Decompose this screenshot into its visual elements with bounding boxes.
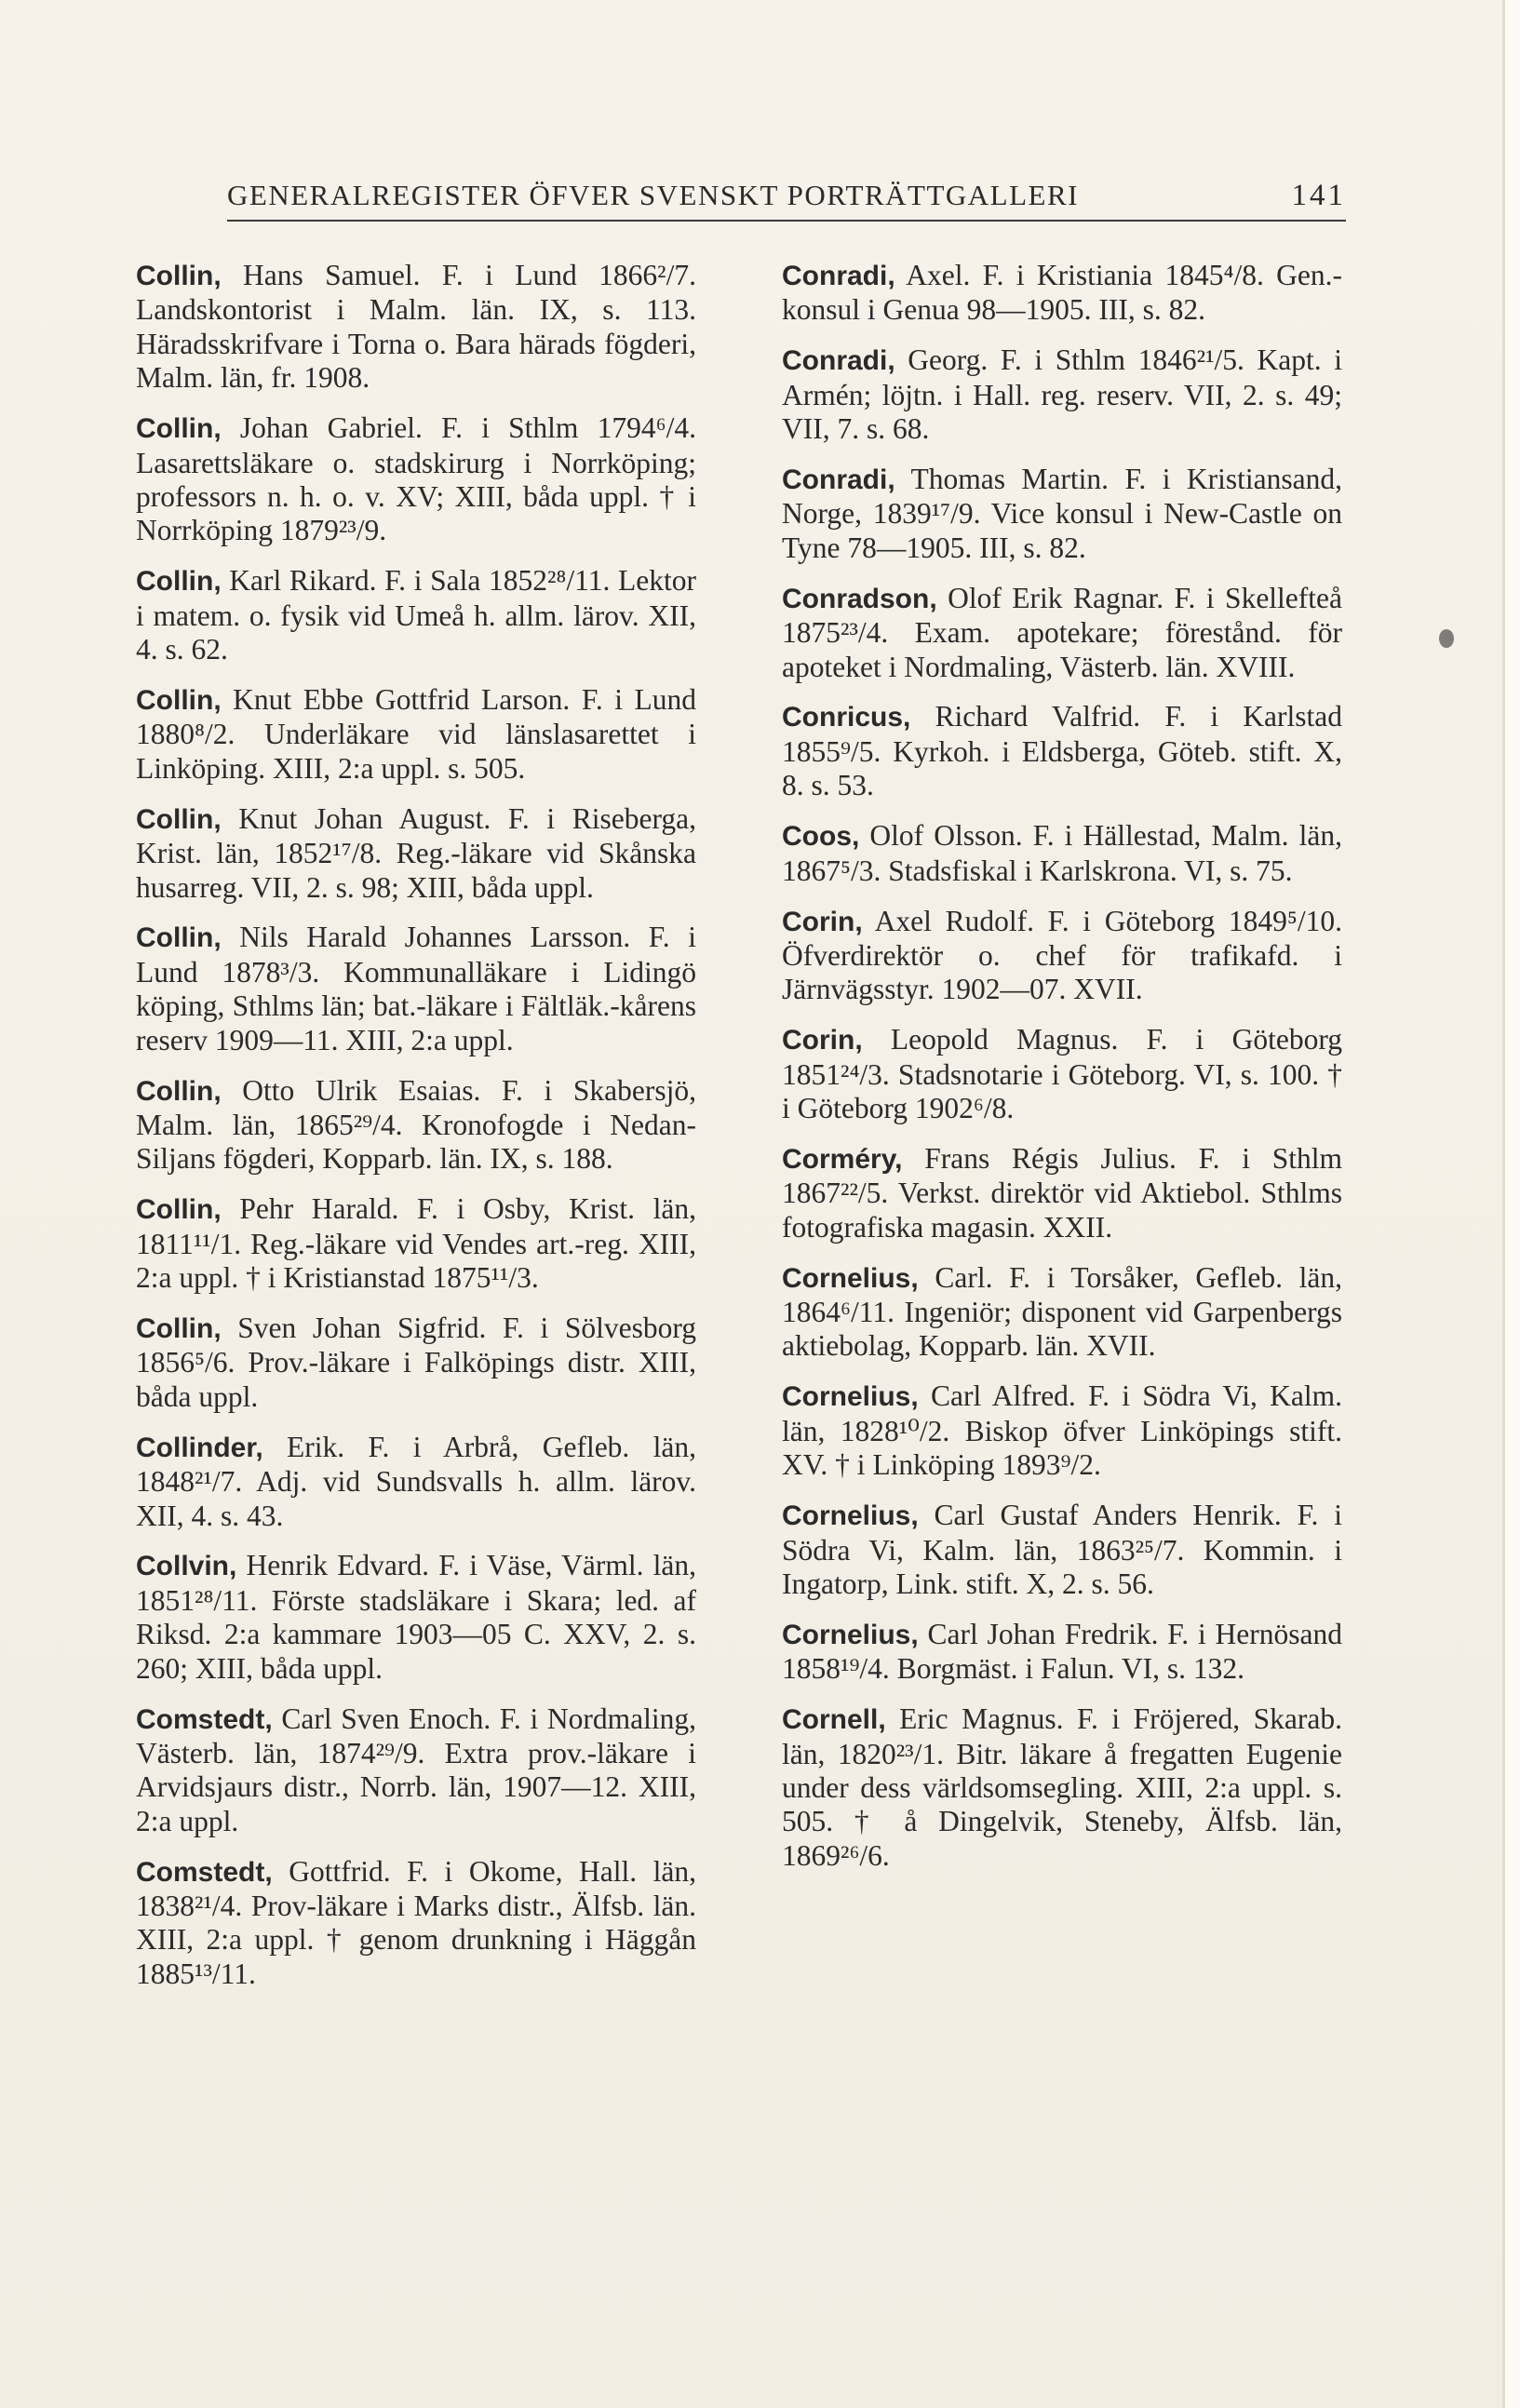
entry-surname: Conradi, bbox=[782, 261, 895, 291]
entry-surname: Conricus, bbox=[782, 702, 911, 733]
right-column bbox=[782, 259, 1342, 1890]
entry-text: Sven Johan Sigfrid. F. i Sölvesborg 1856⁵/6. Prov.-läkare i Falköpings distr. XIII, båda uppl. bbox=[136, 1311, 696, 1413]
header-title: GENERALREGISTER ÖFVER SVENSKT PORTRÄTTGALLERI bbox=[227, 179, 1079, 211]
entry-text: Karl Rikard. F. i Sala 1852²⁸/11. Lektor i matem. o. fysik vid Umeå h. allm. lärov. XII, 4. s. 62. bbox=[136, 564, 696, 666]
register-entry bbox=[782, 1023, 1342, 1125]
entry-surname: Collin, bbox=[136, 1194, 222, 1226]
entry-surname: Cornelius, bbox=[782, 1619, 919, 1650]
register-entry bbox=[782, 582, 1342, 684]
header-rule bbox=[227, 220, 1346, 222]
entry-text: Axel Rudolf. F. i Göteborg 1849⁵/10. Öfverdirektör o. chef för trafikafd. i Järnvägsstyr. 1902—07. XVII. bbox=[782, 904, 1342, 1006]
register-entry bbox=[136, 1549, 696, 1686]
entry-text: Johan Gabriel. F. i Sthlm 1794⁶/4. Lasarettsläkare o. stadskirurg i Norrköping; professors n. h. o. v. XV; XIII, båda uppl. † i Norrköping 1879²³/9. bbox=[136, 411, 696, 547]
entry-text: Olof Olsson. F. i Hällestad, Malm. län, 1867⁵/3. Stadsfiskal i Karlskrona. VI, s. 75. bbox=[782, 819, 1342, 887]
entry-surname: Collin, bbox=[136, 684, 222, 716]
register-entry bbox=[136, 1312, 696, 1414]
register-entry bbox=[136, 1431, 696, 1533]
entry-surname: Collin, bbox=[136, 566, 222, 598]
register-entry bbox=[136, 1855, 696, 1992]
entry-surname: Collinder, bbox=[136, 1432, 263, 1463]
register-entry bbox=[136, 411, 696, 548]
entry-surname: Collvin, bbox=[136, 1551, 237, 1582]
entry-text: Otto Ulrik Esaias. F. i Skabersjö, Malm. län, 1865²⁹/4. Kronofogde i Nedan-Siljans fögderi, Kopparb. län. IX, s. 188. bbox=[136, 1073, 696, 1176]
register-entry bbox=[782, 463, 1342, 565]
entry-surname: Cornell, bbox=[782, 1704, 886, 1736]
register-entry bbox=[782, 1618, 1342, 1687]
entry-text: Georg. F. i Sthlm 1846²¹/5. Kapt. i Armén; löjtn. i Hall. reg. reserv. VII, 2. s. 49; VII, 7. s. 68. bbox=[782, 343, 1342, 446]
register-entry bbox=[782, 1261, 1342, 1364]
register-entry bbox=[136, 802, 696, 905]
entry-text: Thomas Martin. F. i Kristiansand, Norge, 1839¹⁷/9. Vice konsul i New-Castle on Tyne 78—1905. III, s. 82. bbox=[782, 463, 1342, 564]
entry-text: Leopold Magnus. F. i Göteborg 1851²⁴/3. Stadsnotarie i Göteborg. VI, s. 100. † i Göteborg 1902⁶/8. bbox=[782, 1023, 1342, 1125]
register-entry bbox=[782, 1142, 1342, 1244]
entry-surname: Conradi, bbox=[782, 464, 895, 496]
entry-surname: Coos, bbox=[782, 821, 860, 853]
entry-surname: Collin, bbox=[136, 922, 222, 954]
entry-surname: Collin, bbox=[136, 1312, 222, 1344]
entry-text: Hans Samuel. F. i Lund 1866²/7. Landskontorist i Malm. län. IX, s. 113. Häradsskrifvare i Torna o. Bara härads fögderi, Malm. län, fr. 1908. bbox=[136, 259, 696, 395]
register-entry bbox=[136, 1192, 696, 1295]
register-entry bbox=[136, 1074, 696, 1177]
entry-text: Gottfrid. F. i Okome, Hall. län, 1838²¹/4. Prov-läkare i Marks distr., Älfsb. län. XIII, 2:a uppl. † genom drunkning i Häggån 1885¹³/11. bbox=[136, 1854, 696, 1990]
entry-text: Carl Alfred. F. i Södra Vi, Kalm. län, 1828¹⁰/2. Biskop öfver Linköpings stift. XV. † i Linköping 1893⁹/2. bbox=[782, 1379, 1342, 1482]
entry-surname: Comstedt, bbox=[136, 1856, 273, 1888]
register-entry bbox=[782, 819, 1342, 888]
register-entry bbox=[136, 921, 696, 1057]
entry-surname: Corin, bbox=[782, 906, 863, 937]
register-entry bbox=[782, 905, 1342, 1007]
register-entry bbox=[782, 343, 1342, 446]
running-header bbox=[227, 179, 1346, 216]
entry-surname: Collin, bbox=[136, 1075, 222, 1107]
entry-surname: Cornelius, bbox=[782, 1262, 919, 1294]
entry-surname: Collin, bbox=[136, 261, 222, 291]
register-entry bbox=[782, 259, 1342, 328]
entry-text: Pehr Harald. F. i Osby, Krist. län, 1811¹¹/1. Reg.-läkare vid Vendes art.-reg. XIII, 2:a uppl. † i Kristianstad 1875¹¹/3. bbox=[136, 1192, 696, 1295]
page-number: 141 bbox=[1291, 179, 1346, 212]
ink-dot-mark bbox=[1439, 629, 1454, 648]
entry-text: Carl Gustaf Anders Henrik. F. i Södra Vi, Kalm. län, 1863²⁵/7. Kommin. i Ingatorp, Link. stift. X, 2. s. 56. bbox=[782, 1499, 1342, 1600]
left-column bbox=[136, 259, 696, 2008]
entry-surname: Cornelius, bbox=[782, 1381, 919, 1413]
entry-text: Knut Ebbe Gottfrid Larson. F. i Lund 1880⁸/2. Underläkare vid länslasarettet i Linköping. XIII, 2:a uppl. s. 505. bbox=[136, 682, 696, 785]
entry-text: Axel. F. i Kristiania 1845⁴/8. Gen.-konsul i Genua 98—1905. III, s. 82. bbox=[782, 259, 1342, 327]
entry-text: Henrik Edvard. F. i Väse, Värml. län, 1851²⁸/11. Förste stadsläkare i Skara; led. af Riksd. 2:a kammare 1903—05 C. XXV, 2. s. 260; XIII, båda uppl. bbox=[136, 1549, 696, 1685]
register-entry bbox=[782, 1702, 1342, 1873]
entry-text: Richard Valfrid. F. i Karlstad 1855⁹/5. Kyrkoh. i Eldsberga, Göteb. stift. X, 8. s. 53. bbox=[782, 700, 1342, 802]
entry-surname: Corin, bbox=[782, 1025, 863, 1056]
entry-surname: Cornelius, bbox=[782, 1500, 919, 1532]
entry-surname: Conradson, bbox=[782, 583, 937, 614]
register-entry bbox=[782, 1379, 1342, 1482]
entry-surname: Conradi, bbox=[782, 345, 895, 377]
entry-text: Eric Magnus. F. i Fröjered, Skarab. län, 1820²³/1. Bitr. läkare å fregatten Eugenie under dess världsomsegling. XIII, 2:a uppl. s. 505. † å Dingelvik, Steneby, Älfsb. län, 1869²⁶/6. bbox=[782, 1702, 1342, 1872]
register-entry bbox=[136, 259, 696, 396]
entry-text: Nils Harald Johannes Larsson. F. i Lund 1878³/3. Kommunalläkare i Lidingö köping, Sthlms län; bat.-läkare i Fältläk.-kårens reserv 1909—11. XIII, 2:a uppl. bbox=[136, 921, 696, 1056]
page-edge bbox=[1502, 0, 1520, 2408]
entry-text: Erik. F. i Arbrå, Gefleb. län, 1848²¹/7. Adj. vid Sundsvalls h. allm. lärov. XII, 4. s. 43. bbox=[136, 1430, 696, 1532]
entry-text: Olof Erik Ragnar. F. i Skellefteå 1875²³/4. Exam. apotekare; förestånd. för apoteket i Nordmaling, Västerb. län. XVIII. bbox=[782, 581, 1342, 683]
entry-text: Frans Régis Julius. F. i Sthlm 1867²²/5. Verkst. direktör vid Aktiebol. Sthlms fotografiska magasin. XXII. bbox=[782, 1141, 1342, 1244]
entry-text: Carl. F. i Torsåker, Gefleb. län, 1864⁶/11. Ingeniör; disponent vid Garpenbergs aktiebolag, Kopparb. län. XVII. bbox=[782, 1260, 1342, 1363]
register-entry bbox=[782, 700, 1342, 802]
register-entry bbox=[782, 1499, 1342, 1601]
entry-surname: Collin, bbox=[136, 803, 222, 835]
entry-text: Carl Sven Enoch. F. i Nordmaling, Västerb. län, 1874²⁹/9. Extra prov.-läkare i Arvidsjaurs distr., Norrb. län, 1907—12. XIII, 2:a uppl. bbox=[136, 1702, 696, 1837]
entry-surname: Corméry, bbox=[782, 1143, 903, 1175]
entry-surname: Collin, bbox=[136, 413, 222, 445]
entry-surname: Comstedt, bbox=[136, 1703, 273, 1735]
entry-text: Knut Johan August. F. i Riseberga, Krist. län, 1852¹⁷/8. Reg.-läkare vid Skånska husarreg. VII, 2. s. 98; XIII, båda uppl. bbox=[136, 801, 696, 904]
register-entry bbox=[136, 683, 696, 786]
entry-text: Carl Johan Fredrik. F. i Hernösand 1858¹⁹/4. Borgmäst. i Falun. VI, s. 132. bbox=[782, 1617, 1342, 1686]
register-entry bbox=[136, 564, 696, 666]
register-entry bbox=[136, 1702, 696, 1839]
